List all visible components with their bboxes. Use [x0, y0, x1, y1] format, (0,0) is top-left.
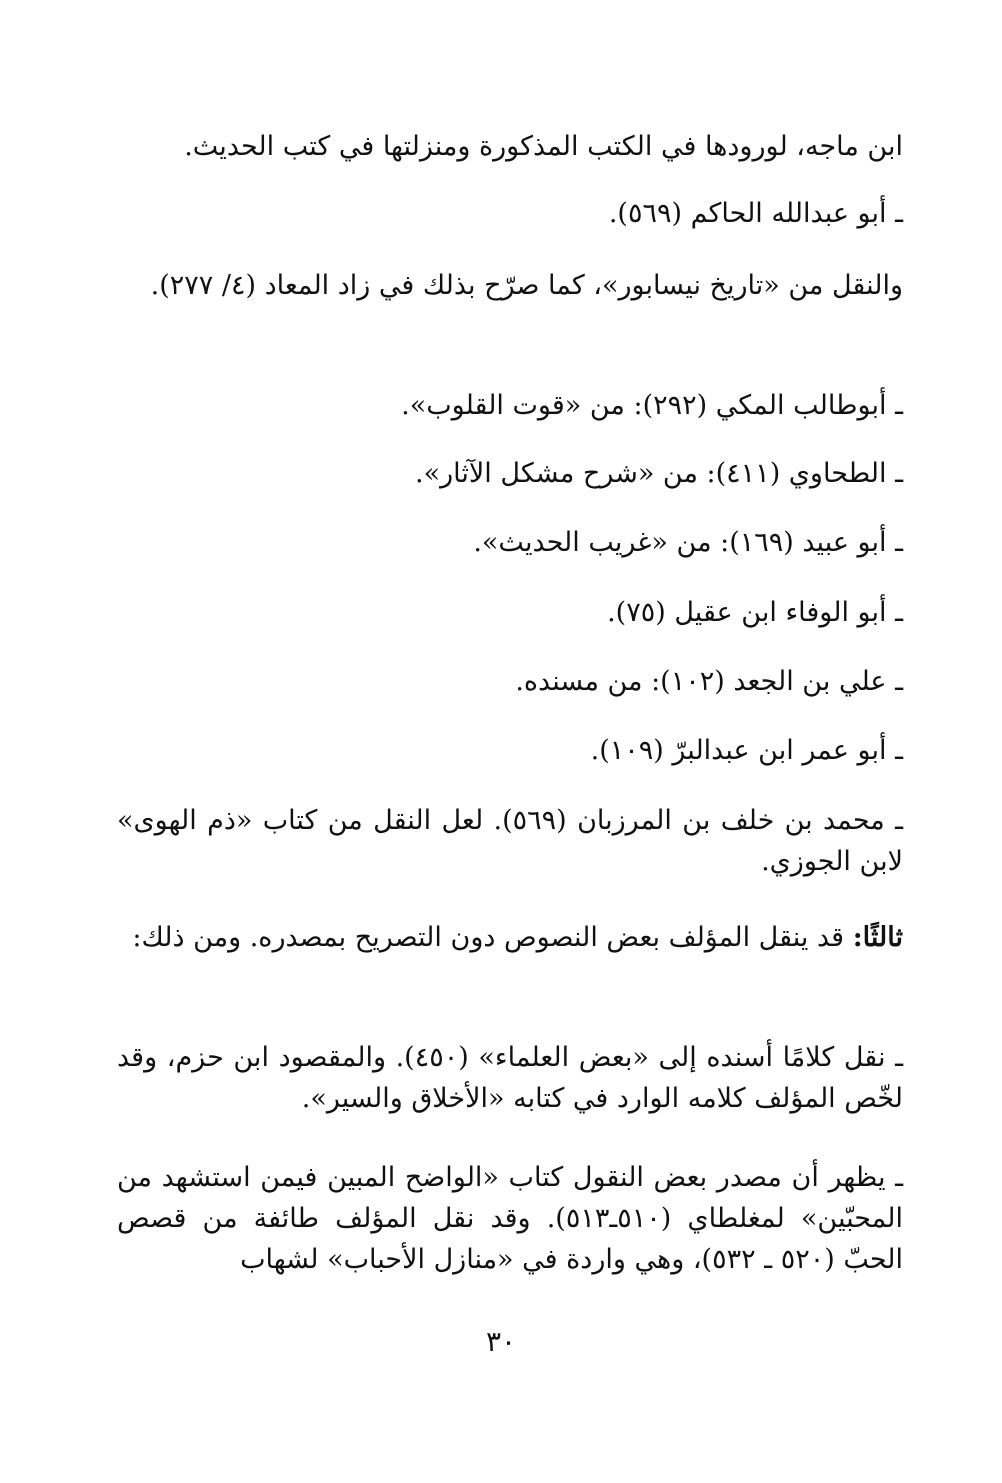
paragraph-ibn-jad: ـ علي بن الجعد (١٠٢): من مسنده. — [515, 666, 903, 697]
paragraph-ibn-marzuban: ـ محمد بن خلف بن المرزبان (٥٦٩). لعل النقل من كتاب «ذم الهوى» لابن الجوزي. — [117, 805, 903, 877]
third-point-label: ثالثًا: — [852, 922, 903, 953]
paragraph-ibn-hazm: ـ نقل كلامًا أسنده إلى «بعض العلماء» (٤٥٠). والمقصود ابن حزم، وقد لخّص المؤلف كلامه الوارد في كتابه «الأخلاق والسير». — [117, 1042, 904, 1114]
paragraph-ibn-aqil: ـ أبو الوفاء ابن عقيل (٧٥). — [607, 597, 903, 628]
page-number: ٣٠ — [485, 1325, 517, 1358]
paragraph-hakim: ـ أبو عبدالله الحاكم (٥٦٩). — [608, 198, 903, 229]
paragraph-abu-ubaid: ـ أبو عبيد (١٦٩): من «غريب الحديث». — [473, 527, 903, 558]
paragraph-mughaltai: ـ يظهر أن مصدر بعض النقول كتاب «الواضح المبين فيمن استشهد من المحبّين» لمغلطاي (٥١٠ـ٥١٣). وقد نقل المؤلف طائفة من قصص الحبّ (٥٢٠ ـ ٥٣٢)، وهي واردة في «منازل الأحباب» لشهاب — [117, 1162, 903, 1275]
paragraph-makki: ـ أبوطالب المكي (٢٩٢): من «قوت القلوب». — [401, 390, 903, 421]
paragraph-tahawi: ـ الطحاوي (٤١١): من «شرح مشكل الآثار». — [415, 458, 903, 489]
third-point-text: قد ينقل المؤلف بعض النصوص دون التصريح بمصدره. ومن ذلك: — [132, 922, 853, 953]
paragraph-third-point — [117, 917, 903, 958]
paragraph-ibn-abdulbarr: ـ أبو عمر ابن عبدالبرّ (١٠٩). — [590, 735, 903, 766]
paragraph-naisabur: والنقل من «تاريخ نيسابور»، كما صرّح بذلك في زاد المعاد (٤/ ٢٧٧). — [150, 270, 903, 301]
paragraph-ibn-majah: ابن ماجه، لورودها في الكتب المذكورة ومنزلتها في كتب الحديث. — [184, 131, 903, 162]
